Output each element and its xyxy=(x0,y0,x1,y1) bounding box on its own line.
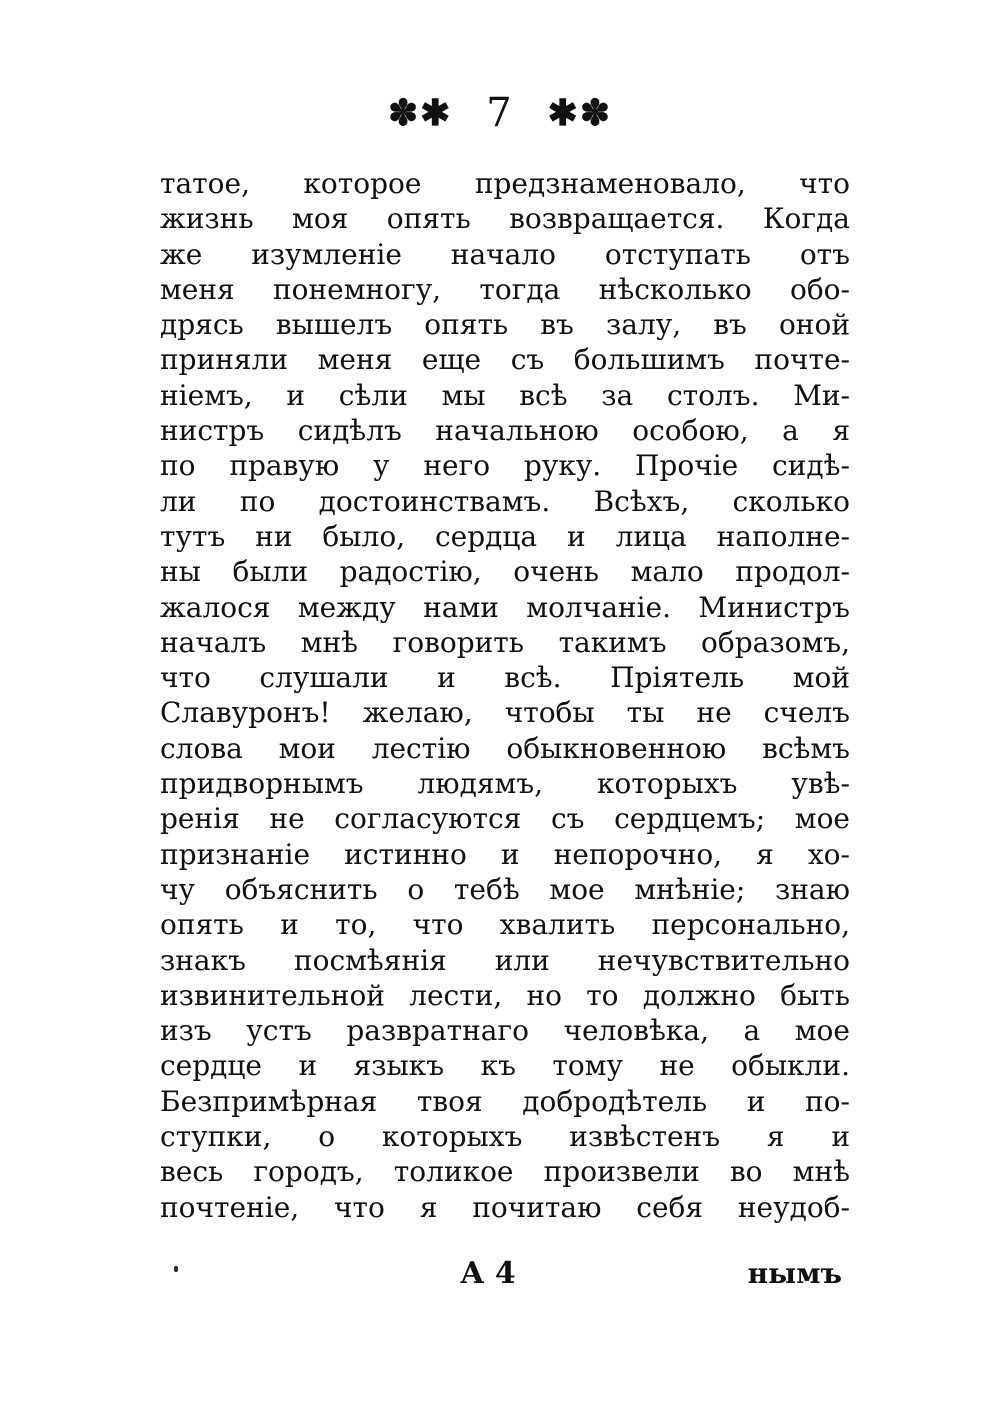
text-line: татое, которое предзнаменовало, что xyxy=(160,167,850,200)
text-line: началъ мнѣ говорить такимъ образомъ, xyxy=(160,625,850,659)
text-line: по правую у него руку. Прочіе сидѣ- xyxy=(160,449,850,483)
text-line: признаніе истинно и непорочно, я хо- xyxy=(160,837,850,871)
text-line: ли по достоинствамъ. Всѣхъ, сколько xyxy=(160,484,850,518)
text-line: меня понемногу, тогда нѣсколько обо- xyxy=(160,272,850,306)
text-line: приняли меня еще съ большимъ почте- xyxy=(160,343,850,377)
text-line: Славуронъ! желаю, чтобы ты не счелъ xyxy=(160,696,850,730)
text-line: чу объяснить о тебѣ мое мнѣніе; знаю xyxy=(160,872,850,906)
page-footer xyxy=(160,1252,850,1296)
text-line: слова мои лестію обыкновенною всѣмъ xyxy=(160,731,850,765)
text-line: весь городъ, толикое произвели во мнѣ xyxy=(160,1155,850,1189)
text-line: почтеніе, что я почитаю себя неудоб- xyxy=(160,1190,850,1224)
text-line: тутъ ни было, сердца и лица наполне- xyxy=(160,519,850,553)
text-line: придворнымъ людямъ, которыхъ увѣ- xyxy=(160,767,850,801)
ornament-right-icon: ✱✽ xyxy=(547,92,612,134)
text-line: жизнь моя опять возвращается. Когда xyxy=(160,202,850,236)
ornament-left-icon: ✽✱ xyxy=(388,92,453,134)
text-line: ны были радостію, очень мало продол- xyxy=(160,555,850,589)
text-line: сердце и языкъ къ тому не обыкли. xyxy=(160,1049,850,1083)
text-line: извинительной лести, но то должно быть xyxy=(160,978,850,1012)
text-line: что слушали и всѣ. Пріятель мой xyxy=(160,661,850,695)
text-line: жалося между нами молчаніе. Министръ xyxy=(160,590,850,624)
page-number: 7 xyxy=(486,90,514,136)
text-line: же изумленіе начало отступать отъ xyxy=(160,237,850,271)
text-line: опять и то, что хвалить персонально, xyxy=(160,908,850,942)
text-line: дрясь вышелъ опять въ залу, въ оной xyxy=(160,308,850,342)
text-line: изъ устъ развратнаго человѣка, а мое xyxy=(160,1014,850,1048)
text-line: ступки, о которыхъ извѣстенъ я и xyxy=(160,1120,850,1154)
text-line: ніемъ, и сѣли мы всѣ за столъ. Ми- xyxy=(160,378,850,412)
catchword: нымъ xyxy=(747,1257,842,1290)
page-body-text xyxy=(160,166,850,1225)
signature-mark: А 4 xyxy=(460,1256,516,1291)
text-line: Безпримѣрная твоя добродѣтель и по- xyxy=(160,1084,850,1118)
ink-speck xyxy=(174,1266,178,1272)
page-header xyxy=(0,84,1000,139)
text-line: нистръ сидѣлъ начальною особою, а я xyxy=(160,414,850,448)
text-line: ренія не согласуются съ сердцемъ; мое xyxy=(160,802,850,836)
text-line: знакъ посмѣянія или нечувствительно xyxy=(160,943,850,977)
